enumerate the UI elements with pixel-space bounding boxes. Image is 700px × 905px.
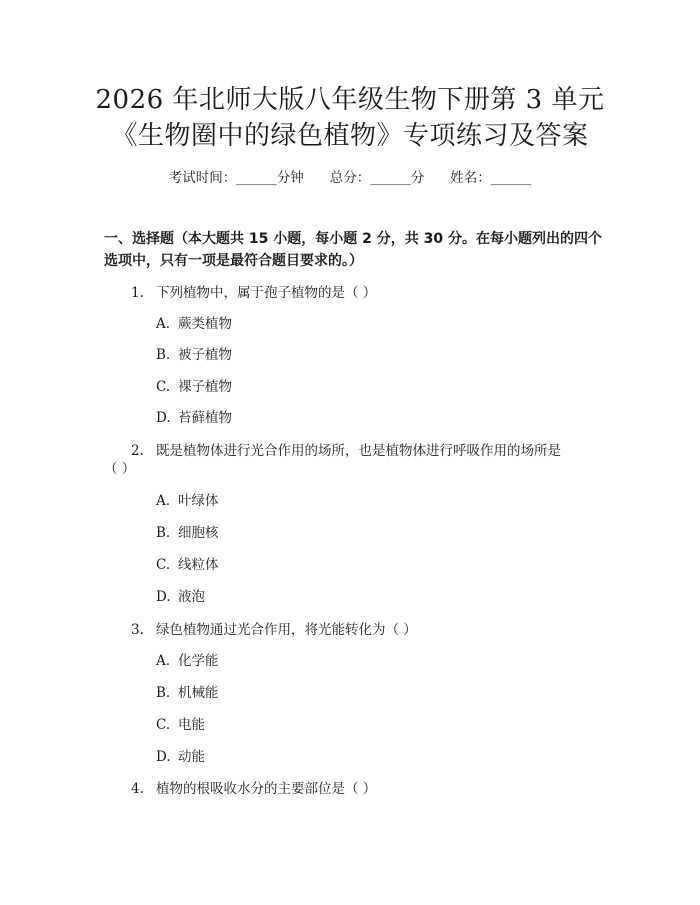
exam-meta	[0, 168, 700, 188]
option-text: 电能	[178, 717, 205, 733]
question-text: 绿色植物通过光合作用，将光能转化为（ ）	[156, 622, 417, 638]
question-2-option-a	[156, 491, 219, 511]
option-text: 液泡	[178, 589, 205, 605]
question-2-option-c	[156, 555, 219, 575]
option-letter: C.	[156, 379, 171, 395]
option-letter: A.	[156, 316, 171, 332]
option-text: 苔藓植物	[178, 410, 232, 426]
question-number: 4.	[131, 781, 144, 797]
option-text: 机械能	[178, 685, 219, 701]
question-3-option-b	[156, 683, 219, 703]
option-letter: C.	[156, 557, 171, 573]
question-1-option-d	[156, 408, 232, 428]
question-1-option-c	[156, 377, 232, 397]
question-1	[104, 282, 604, 304]
option-letter: B.	[156, 685, 171, 701]
question-number: 1.	[131, 285, 144, 301]
option-text: 蕨类植物	[178, 316, 232, 332]
section-heading: 一、选择题（本大题共 15 小题，每小题 2 分，共 30 分。在每小题列出的四个选项中，只有一项是最符合题目要求的。）	[104, 231, 602, 269]
option-text: 动能	[178, 749, 205, 765]
option-text: 被子植物	[178, 347, 232, 363]
question-text: 既是植物体进行光合作用的场所，也是植物体进行呼吸作用的场所是	[156, 443, 561, 459]
question-text-continued: （ ）	[104, 461, 136, 477]
option-letter: D.	[156, 410, 171, 426]
question-3-option-d	[156, 747, 205, 767]
option-text: 细胞核	[178, 525, 219, 541]
exam-time-label: 考试时间：______分钟	[168, 170, 304, 186]
option-text: 叶绿体	[178, 493, 219, 509]
option-letter: A.	[156, 493, 171, 509]
question-number: 3.	[131, 622, 144, 638]
page-title-line-2: 《生物圈中的绿色植物》专项练习及答案	[111, 121, 589, 151]
option-text: 线粒体	[178, 557, 219, 573]
student-name-label: 姓名：______	[450, 170, 532, 186]
option-letter: A.	[156, 653, 171, 669]
option-text: 化学能	[178, 653, 219, 669]
option-text: 裸子植物	[178, 379, 232, 395]
option-letter: B.	[156, 347, 171, 363]
question-4	[104, 778, 604, 800]
question-1-option-a	[156, 314, 232, 334]
total-score-label: 总分：______分	[329, 170, 425, 186]
question-text: 植物的根吸收水分的主要部位是（ ）	[156, 781, 377, 797]
question-3-option-c	[156, 715, 205, 735]
page-title-line-1: 2026 年北师大版八年级生物下册第 3 单元	[95, 85, 605, 115]
question-3	[104, 619, 604, 641]
question-2-option-b	[156, 523, 219, 543]
question-1-option-b	[156, 345, 232, 365]
option-letter: C.	[156, 717, 171, 733]
option-letter: B.	[156, 525, 171, 541]
option-letter: D.	[156, 589, 171, 605]
question-2	[104, 440, 604, 480]
question-2-option-d	[156, 587, 205, 607]
option-letter: D.	[156, 749, 171, 765]
question-3-option-a	[156, 651, 219, 671]
question-text: 下列植物中，属于孢子植物的是（ ）	[156, 285, 377, 301]
question-number: 2.	[131, 443, 144, 459]
